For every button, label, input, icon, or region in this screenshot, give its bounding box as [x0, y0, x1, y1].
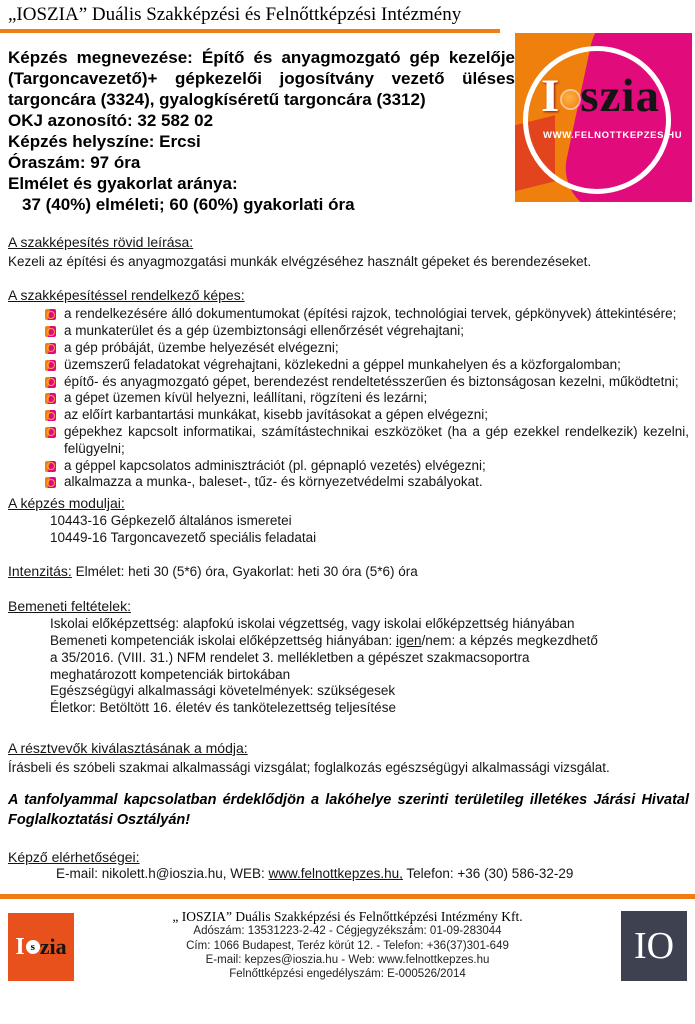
section-selection-heading: A résztvevők kiválasztásának a módja: — [8, 739, 248, 756]
notice-paragraph: A tanfolyammal kapcsolatban érdeklődjön a lakóhelye szerinti területileg illetékes Járási Hivatal Foglalkoztatási Osztályán! — [8, 791, 689, 828]
logo-bullet-icon — [45, 461, 56, 472]
entry-line — [8, 700, 689, 717]
list-item — [8, 458, 689, 475]
list-item-text: az előírt karbantartási munkákat, kisebb javításokat a gépen elvégezni; — [64, 407, 488, 423]
section-intensity-body: Elmélet: heti 30 (5*6) óra, Gyakorlat: heti 30 óra (5*6) óra — [75, 563, 418, 579]
list-item-text: üzemszerű feladatokat végrehajtani, közlekedni a géppel munkahelyen és a közforgalomban; — [64, 356, 621, 372]
list-item-text: gépekhez kapcsolt informatikai, számítástechnikai eszközöket (ha a gép ezekkel rendelkezik) kezelni, felügyelni; — [64, 423, 689, 456]
logo-bullet-icon — [45, 326, 56, 337]
text-segment: Bemeneti kompetenciák iskolai előképzettség hiányában: — [50, 632, 396, 648]
list-item-text: alkalmazza a munka-, baleset-, tűz- és környezetvédelmi szabályokat. — [64, 474, 483, 490]
section-short-desc-heading: A szakképesítés rövid leírása: — [8, 234, 194, 250]
logo-bullet-icon — [45, 477, 56, 488]
text-segment: Egészségügyi alkalmassági követelmények: szükségesek — [50, 683, 396, 699]
list-item-text: a géppel kapcsolatos adminisztrációt (pl. gépnapló vezetés) elvégezni; — [64, 457, 486, 473]
contact-line — [8, 866, 689, 883]
text-segment: Iskolai előképzettség: alapfokú iskolai végzettség, vagy iskolai előképzettség hiányában — [50, 616, 575, 632]
logo-bullet-icon — [45, 309, 56, 320]
list-item — [8, 306, 689, 323]
section-short-desc-body: Kezeli az építési és anyagmozgatási munkák elvégzéséhez használt gépeket és berendezéseket. — [8, 253, 592, 269]
logo-bullet-icon — [45, 360, 56, 371]
list-item — [8, 407, 689, 424]
logo-bullet-icon — [45, 427, 56, 438]
course-name: Képzés megnevezése: Építő és anyagmozgató gép kezelője (Targoncavezető)+ gépkezelői jogosítvány vezető üléses targoncára (3324), gyalogkíséretű targoncára (3312) — [8, 48, 515, 109]
list-item — [8, 474, 689, 491]
text-segment: a 35/2016. (VIII. 31.) NFM rendelet 3. mellékletben a gépészet szakmacsoportra — [50, 649, 530, 665]
section-selection-body: Írásbeli és szóbeli szakmai alkalmassági vizsgálat; foglalkozás egészségügyi alkalmassági vizsgálat. — [8, 759, 610, 775]
section-contact-heading: Képző elérhetőségei: — [8, 848, 140, 865]
text-segment: Életkor: Betöltött 16. életév és tankötelezettség teljesítése — [50, 700, 396, 716]
section-modules-heading: A képzés moduljai: — [8, 495, 125, 512]
list-item — [8, 340, 689, 357]
list-item-text: a gépet üzemen kívül helyezni, leállítani, rögzíteni és lezárni; — [64, 390, 428, 406]
list-item-text: építő- és anyagmozgató gépet, berendezést rendeltetésszerűen és biztonságosan kezelni, működtetni; — [64, 373, 679, 389]
list-item — [8, 424, 689, 458]
course-okj: OKJ azonosító: 32 582 02 — [8, 111, 214, 130]
logo-bullet-icon — [45, 393, 56, 404]
list-item-text: a rendelkezésére álló dokumentumokat (építési rajzok, technológiai tervek, gépkönyvek) áttekintésére; — [64, 306, 677, 322]
org-title: „IOSZIA” Duális Szakképzési és Felnőttképzési Intézmény — [8, 4, 462, 25]
footer-line: „ IOSZIA” Duális Szakképzési és Felnőttképzési Intézmény Kft. — [172, 909, 523, 925]
list-item-text: a munkaterület és a gép üzembiztonsági ellenőrzését végrehajtani; — [64, 323, 464, 339]
section-entry-heading: Bemeneti feltételek: — [8, 598, 131, 615]
logo-bullet-icon — [45, 410, 56, 421]
course-ratio-value: 37 (40%) elméleti; 60 (60%) gyakorlati óra — [22, 195, 355, 214]
list-item — [8, 390, 689, 407]
competency-list — [8, 306, 689, 491]
text-segment: /nem: a képzés megkezdhető — [421, 632, 598, 648]
footer — [0, 899, 695, 981]
list-item-text: a gép próbáját, üzembe helyezését elvégezni; — [64, 339, 339, 355]
footer-line: E-mail: kepzes@ioszia.hu - Web: www.felnottkepzes.hu — [205, 953, 490, 966]
module-item: 10443-16 Gépkezelő általános ismeretei — [50, 512, 292, 528]
logo-url: WWW.FELNOTTKEPZES.HU — [543, 130, 683, 141]
entry-line — [8, 650, 689, 667]
footer-line: Cím: 1066 Budapest, Teréz körút 12. - Telefon: +36(37)301-649 — [186, 939, 509, 952]
footer-right-logo: IO — [621, 911, 687, 981]
web-link[interactable]: www.felnottkepzes.hu, — [268, 866, 403, 882]
list-item — [8, 323, 689, 340]
footer-logo-dot-icon: s — [26, 940, 40, 954]
logo-wordmark — [541, 70, 661, 122]
section-competencies-heading: A szakképesítéssel rendelkező képes: — [8, 286, 245, 303]
header-rule — [0, 29, 500, 33]
text-segment: E-mail: nikolett.h@ioszia.hu, WEB: — [56, 866, 269, 882]
entry-line — [8, 667, 689, 684]
section-intensity — [8, 563, 689, 581]
list-item — [8, 374, 689, 391]
entry-line — [8, 683, 689, 700]
entry-line — [8, 616, 689, 633]
text-segment: Telefon: +36 (30) 586-32-29 — [402, 866, 574, 882]
logo-dot-icon — [562, 91, 579, 108]
section-intensity-heading: Intenzitás: — [8, 562, 72, 579]
header — [0, 0, 695, 33]
text-segment: meghatározott kompetenciák birtokában — [50, 666, 291, 682]
ioszia-logo — [515, 33, 692, 202]
course-location: Képzés helyszíne: Ercsi — [8, 132, 201, 151]
list-item — [8, 357, 689, 374]
footer-line: Adószám: 13531223-2-42 - Cégjegyzékszám: 01-09-283044 — [193, 925, 502, 938]
footer-line: Felnőttképzési engedélyszám: E-000526/2014 — [229, 967, 466, 980]
logo-bullet-icon — [45, 343, 56, 354]
entry-line — [8, 633, 689, 650]
text-segment: igen — [395, 632, 422, 648]
course-ratio-label: Elmélet és gyakorlat aránya: — [8, 174, 238, 193]
module-list — [8, 513, 689, 547]
logo-bullet-icon — [45, 377, 56, 388]
course-summary — [8, 47, 515, 215]
footer-company-info — [74, 908, 621, 981]
course-hours: Óraszám: 97 óra — [8, 153, 141, 172]
logo-letters-szia: szia — [580, 70, 661, 122]
entry-conditions — [8, 616, 689, 717]
footer-left-logo: I s zia — [8, 913, 74, 981]
logo-letter-i: I — [541, 70, 560, 122]
module-item: 10449-16 Targoncavezető speciális feladatai — [50, 529, 317, 545]
